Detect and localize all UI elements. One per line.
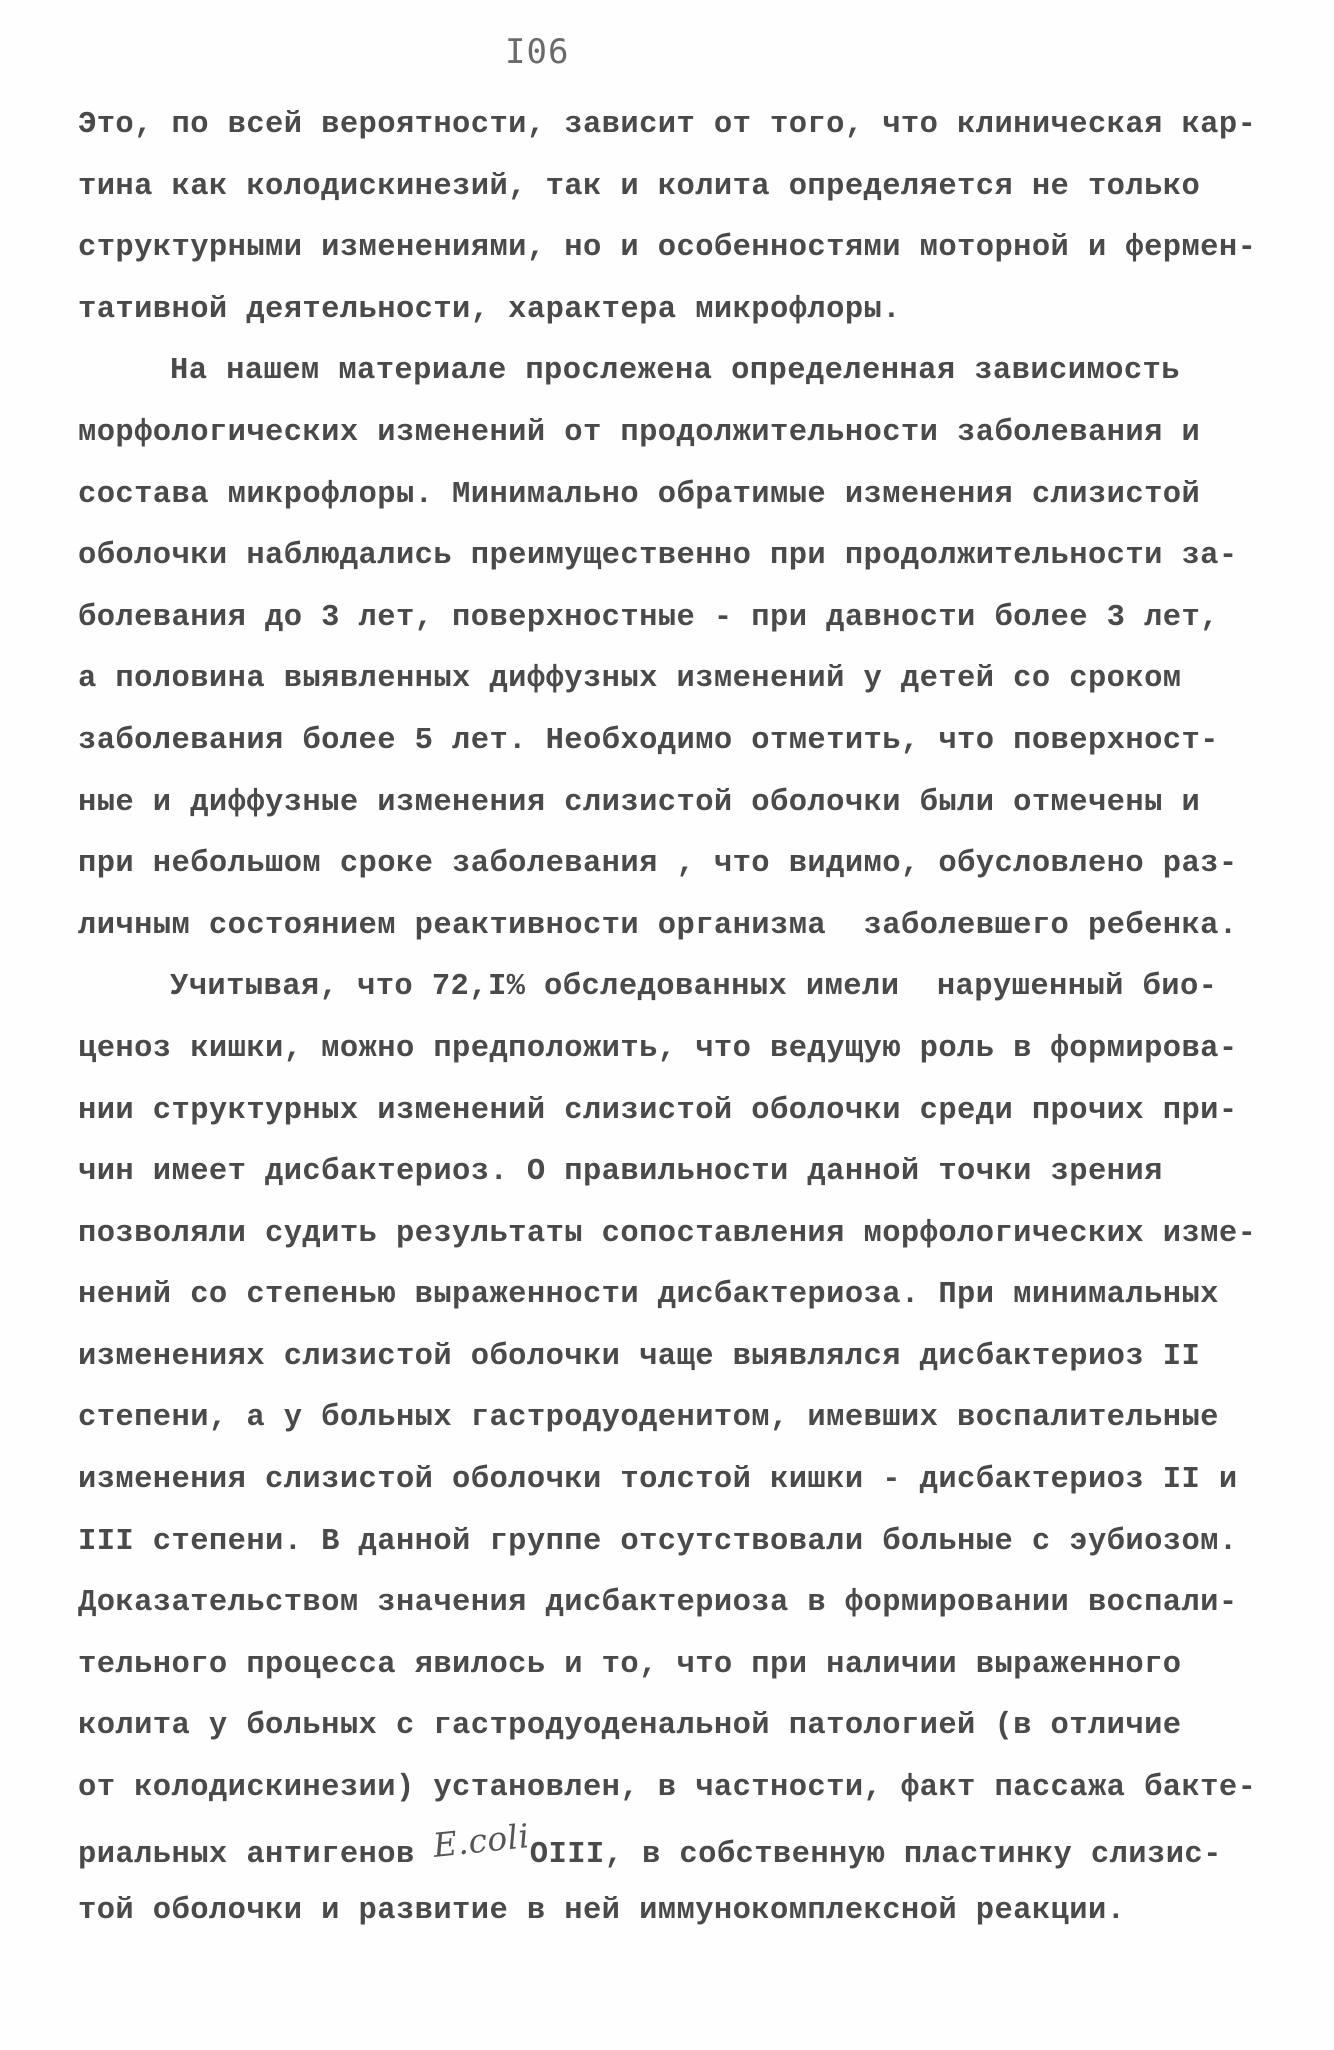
- paragraph-start-line: На нашем материале прослежена определенная зависимость: [170, 354, 1180, 389]
- text-line: болевания до 3 лет, поверхностные - при давности более 3 лет,: [78, 600, 1219, 635]
- line-text-after: OIII, в собственную пластинку слизис-: [529, 1837, 1222, 1872]
- text-line: личным состоянием реактивности организма заболевшего ребенка.: [78, 908, 1238, 943]
- line-text-before: риальных антигенов: [78, 1837, 415, 1872]
- body-text: [78, 95, 1273, 1943]
- text-line: чин имеет дисбактериоз. О правильности данной точки зрения: [78, 1155, 1163, 1190]
- text-line: состава микрофлоры. Минимально обратимые изменения слизистой: [78, 477, 1201, 512]
- text-line: ные и диффузные изменения слизистой оболочки были отмечены и: [78, 785, 1201, 820]
- text-line: позволяли судить результаты сопоставления морфологических изме-: [78, 1216, 1257, 1251]
- text-line: ценоз кишки, можно предположить, что ведущую роль в формирова-: [78, 1031, 1238, 1066]
- text-line: изменения слизистой оболочки толстой кишки - дисбактериоз II и: [78, 1463, 1238, 1498]
- text-line: Доказательством значения дисбактериоза в формировании воспали-: [78, 1586, 1238, 1621]
- handwritten-insert: E.coli: [431, 1815, 532, 1865]
- text-line: степени, а у больных гастродуоденитом, имевших воспалительные: [78, 1401, 1219, 1436]
- text-line: колита у больных с гастродуоденальной патологией (в отличие: [78, 1709, 1182, 1744]
- text-line: морфологических изменений от продолжительности заболевания и: [78, 415, 1201, 450]
- text-line: III степени. В данной группе отсутствовали больные с эубиозом.: [78, 1524, 1238, 1559]
- text-line: заболевания более 5 лет. Необходимо отметить, что поверхност-: [78, 723, 1219, 758]
- text-line-with-handwriting: [78, 1815, 1273, 1882]
- text-line: тативной деятельности, характера микрофлоры.: [78, 292, 901, 327]
- text-line: той оболочки и развитие в ней иммунокомплексной реакции.: [78, 1894, 1126, 1929]
- text-line: тина как колодискинезий, так и колита определяется не только: [78, 169, 1201, 204]
- text-line: от колодискинезии) установлен, в частности, факт пассажа бакте-: [78, 1771, 1257, 1806]
- text-line: Это, по всей вероятности, зависит от того, что клиническая кар-: [78, 108, 1257, 142]
- paragraph-start-line: Учитывая, что 72,I% обследованных имели нарушенный био-: [170, 970, 1218, 1005]
- text-line: нений со степенью выраженности дисбактериоза. При минимальных: [78, 1278, 1219, 1313]
- text-line: при небольшом сроке заболевания , что видимо, обусловлено раз-: [78, 847, 1238, 882]
- text-line: тельного процесса явилось и то, что при наличии выраженного: [78, 1647, 1182, 1682]
- text-line: изменениях слизистой оболочки чаще выявлялся дисбактериоз II: [78, 1339, 1201, 1374]
- text-line: а половина выявленных диффузных изменений у детей со сроком: [78, 662, 1182, 697]
- text-line: структурными изменениями, но и особенностями моторной и фермен-: [78, 231, 1257, 266]
- text-line: нии структурных изменений слизистой оболочки среди прочих при-: [78, 1093, 1238, 1128]
- page-number: I06: [505, 32, 570, 72]
- text-line: оболочки наблюдались преимущественно при продолжительности за-: [78, 539, 1238, 574]
